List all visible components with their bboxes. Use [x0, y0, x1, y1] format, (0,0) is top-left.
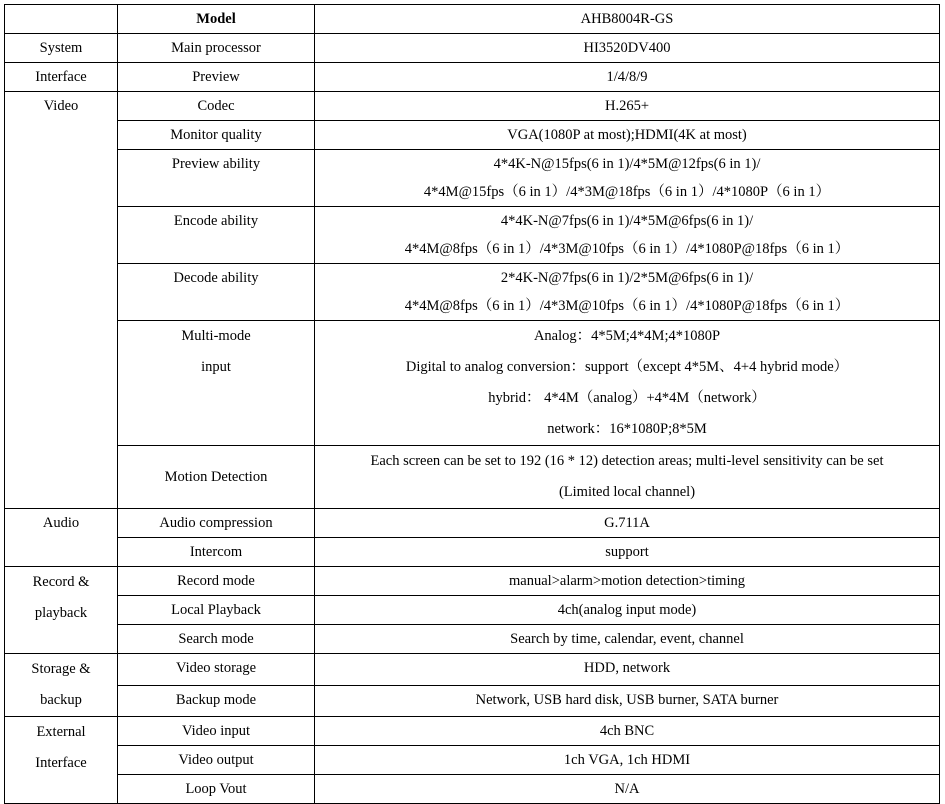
spec-label: Encode ability [118, 207, 315, 264]
value-line: 4*4K-N@15fps(6 in 1)/4*5M@12fps(6 in 1)/ [493, 156, 761, 172]
value-line: 4*4M@15fps（6 in 1）/4*3M@18fps（6 in 1）/4*1080P（6 in 1） [423, 184, 831, 200]
spec-value [315, 150, 940, 207]
table-row [5, 596, 940, 625]
table-row [5, 121, 940, 150]
spec-value: VGA(1080P at most);HDMI(4K at most) [315, 121, 940, 150]
value-line: hybrid： 4*4M（analog）+4*4M（network） [488, 390, 766, 406]
table-row [5, 685, 940, 717]
table-row [5, 654, 940, 686]
category-line: Storage & [31, 661, 91, 677]
spec-label: Preview [118, 63, 315, 92]
table-row [5, 321, 940, 446]
value-line: 4*4K-N@7fps(6 in 1)/4*5M@6fps(6 in 1)/ [500, 213, 754, 229]
table-row [5, 509, 940, 538]
category-audio: Audio [5, 509, 118, 567]
category-line: External [36, 724, 86, 740]
spec-label: Audio compression [118, 509, 315, 538]
table-row [5, 34, 940, 63]
spec-value [315, 446, 940, 509]
label-line: input [201, 359, 231, 375]
spec-value: HDD, network [315, 654, 940, 686]
table-row [5, 746, 940, 775]
spec-label: Backup mode [118, 685, 315, 717]
category-storage [5, 654, 118, 717]
category-line: playback [34, 605, 88, 621]
spec-label: Intercom [118, 538, 315, 567]
table-row [5, 775, 940, 804]
category-video: Video [5, 92, 118, 509]
table-row [5, 5, 940, 34]
spec-value: manual>alarm>motion detection>timing [315, 567, 940, 596]
category-line: backup [40, 692, 82, 708]
spec-value: N/A [315, 775, 940, 804]
spec-value: Search by time, calendar, event, channel [315, 625, 940, 654]
spec-label: Local Playback [118, 596, 315, 625]
category-record [5, 567, 118, 654]
model-label: Model [118, 5, 315, 34]
category-external [5, 717, 118, 804]
spec-label: Main processor [118, 34, 315, 63]
spec-value: 1/4/8/9 [315, 63, 940, 92]
value-line: Digital to analog conversion：support（except 4*5M、4+4 hybrid mode） [405, 359, 849, 375]
spec-label: Decode ability [118, 264, 315, 321]
spec-label: Loop Vout [118, 775, 315, 804]
spec-label: Video storage [118, 654, 315, 686]
spec-label: Video input [118, 717, 315, 746]
spec-value: HI3520DV400 [315, 34, 940, 63]
value-line: 4*4M@8fps（6 in 1）/4*3M@10fps（6 in 1）/4*1080P@18fps（6 in 1） [404, 241, 850, 257]
spec-label: Monitor quality [118, 121, 315, 150]
category-system: System [5, 34, 118, 63]
spec-value: 4ch(analog input mode) [315, 596, 940, 625]
spec-value: H.265+ [315, 92, 940, 121]
table-row [5, 717, 940, 746]
category-line: Interface [35, 755, 87, 771]
label-line: Multi-mode [181, 328, 251, 344]
spec-label [118, 321, 315, 446]
value-line: (Limited local channel) [558, 484, 696, 500]
spec-table [4, 4, 940, 804]
table-row [5, 625, 940, 654]
category-line: Record & [32, 574, 90, 590]
spec-value: support [315, 538, 940, 567]
spec-value: G.711A [315, 509, 940, 538]
table-row [5, 150, 940, 207]
table-row [5, 446, 940, 509]
table-row [5, 264, 940, 321]
table-row [5, 92, 940, 121]
spec-label: Video output [118, 746, 315, 775]
value-line: Analog：4*5M;4*4M;4*1080P [533, 328, 721, 344]
table-row [5, 567, 940, 596]
spec-label: Codec [118, 92, 315, 121]
category-cell [5, 5, 118, 34]
spec-value [315, 321, 940, 446]
model-value: AHB8004R-GS [315, 5, 940, 34]
value-line: network：16*1080P;8*5M [547, 421, 707, 437]
table-row [5, 207, 940, 264]
spec-value: Network, USB hard disk, USB burner, SATA burner [315, 685, 940, 717]
spec-value: 4ch BNC [315, 717, 940, 746]
spec-label: Preview ability [118, 150, 315, 207]
spec-label: Record mode [118, 567, 315, 596]
spec-label: Search mode [118, 625, 315, 654]
value-line: 4*4M@8fps（6 in 1）/4*3M@10fps（6 in 1）/4*1080P@18fps（6 in 1） [404, 298, 850, 314]
spec-value [315, 207, 940, 264]
table-row [5, 538, 940, 567]
table-row [5, 63, 940, 92]
spec-value: 1ch VGA, 1ch HDMI [315, 746, 940, 775]
spec-value [315, 264, 940, 321]
value-line: Each screen can be set to 192 (16 * 12) detection areas; multi-level sensitivity can be set [370, 453, 884, 469]
category-interface: Interface [5, 63, 118, 92]
value-line: 2*4K-N@7fps(6 in 1)/2*5M@6fps(6 in 1)/ [500, 270, 754, 286]
spec-label: Motion Detection [118, 446, 315, 509]
